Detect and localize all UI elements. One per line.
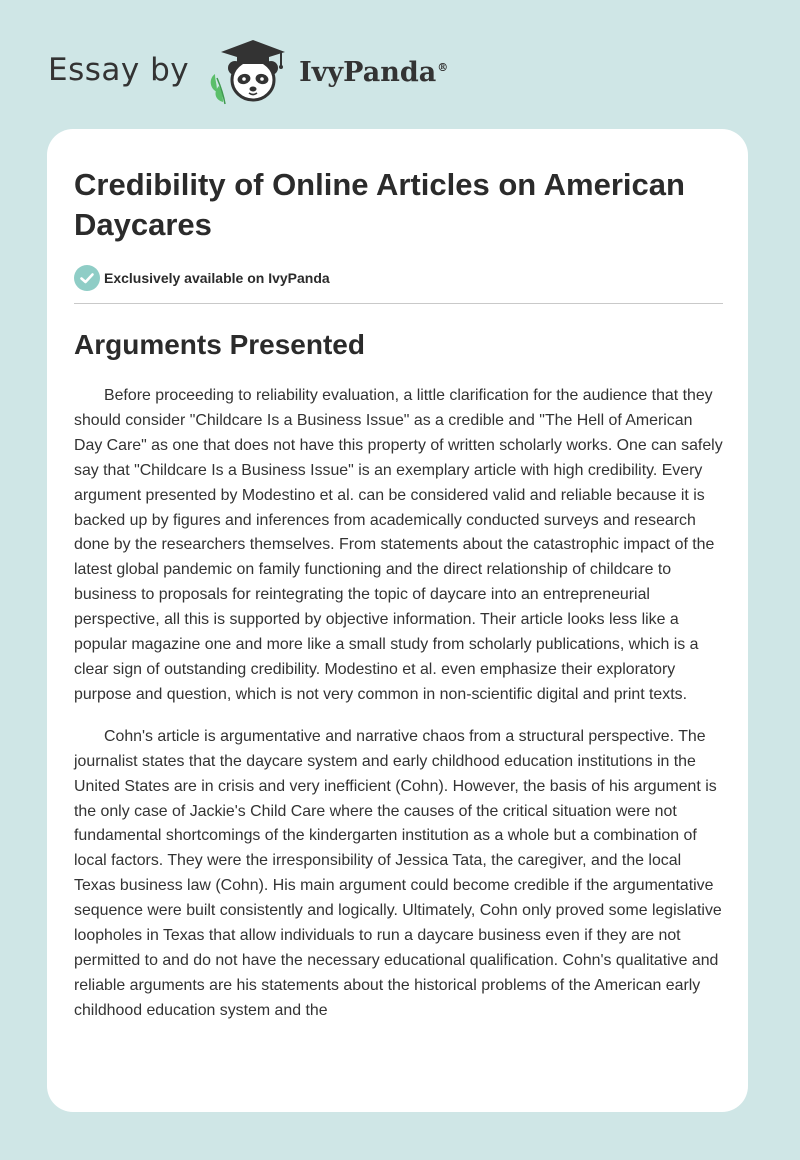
checkmark-icon (74, 265, 100, 291)
article-title: Credibility of Online Articles on American Daycares (74, 167, 685, 242)
article-content (74, 129, 724, 1024)
registered-mark: ® (437, 60, 449, 74)
exclusive-text: Exclusively available on IvyPanda (104, 270, 330, 286)
panda-graduate-icon (205, 34, 297, 106)
site-brand[interactable] (48, 34, 448, 106)
article-card (47, 129, 748, 1112)
brand-name: IvyPanda® (299, 56, 449, 88)
exclusive-badge (74, 264, 724, 292)
paragraph: Cohn's article is argumentative and narrative chaos from a structural perspective. The journalist states that the daycare system and early childhood education institutions in the United States are in crisis and very inefficient (Cohn). However, the basis of his argument is the only case of Jackie's Child Care where the causes of the critical situation were not fundamental shortcomings of the kindergarten institution as a whole but a combination of local factors. They were the irresponsibility of Jessica Tata, the caregiver, and the local Texas business law (Cohn). His main argument could become credible if the argumentative sequence were built consistently and logically. Ultimately, Cohn only proved some legislative loopholes in Texas that allow individuals to run a daycare business even if they are not permitted to and do not have the necessary educational qualification. Cohn's qualitative and reliable arguments are his statements about the historical problems of the American early childhood education system and the (74, 727, 722, 1019)
section-heading: Arguments Presented (74, 329, 365, 360)
brand-prefix: Essay by (48, 52, 190, 88)
divider (74, 303, 723, 304)
paragraph: Before proceeding to reliability evaluation, a little clarification for the audience that they should consider "Childcare Is a Business Issue" as a credible and "The Hell of American Day Care" as one that does not have this property of written scholarly works. One can safely say that "Childcare Is a Business Issue" is an exemplary article with high credibility. Every argument presented by Modestino et al. can be considered valid and reliable because it is backed up by figures and inferences from academically conducted surveys and research done by the researchers themselves. From statements about the catastrophic impact of the latest global pandemic on family functioning and the direct relationship of childcare to business to proposals for reintegrating the topic of daycare into an entrepreneurial perspective, all this is supported by objective information. Their article looks less like a popular magazine one and more like a small study from scholarly publications, which is a clear sign of outstanding credibility. Modestino et al. even emphasize their exploratory purpose and question, which is not very common in non-scientific digital and print texts. (74, 387, 723, 703)
